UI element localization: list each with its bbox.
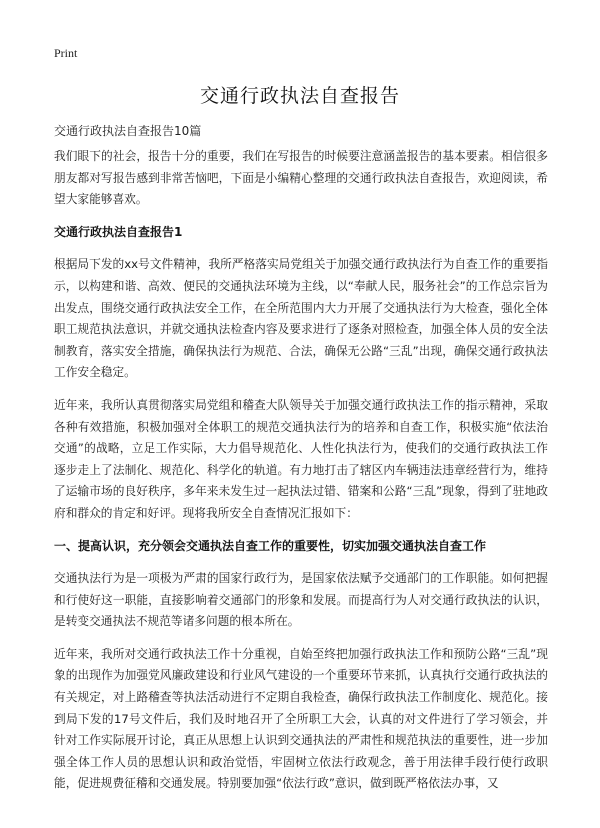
- body-paragraph: 根据局下发的xx号文件精神，我所严格落实局党组关于加强交通行政执法行为自查工作的重要指示，以构建和谐、高效、便民的交通执法环境为主线，以“奉献人民，服务社会”的工作总宗旨为出发点，围绕交通行政执法安全工作，在全所范围内大力开展了交通执法行为大检查，强化全体职工规范执法意识，并就交通执法检查内容及要求进行了逐条对照检查，加强全体人员的安全法制教育，落实安全措施，确保执法行为规范、合法，确保无公路“三乱”出现，确保交通行政执法工作安全稳定。: [54, 257, 548, 380]
- print-link[interactable]: Print: [54, 46, 78, 60]
- intro-paragraph: 我们眼下的社会，报告十分的重要，我们在写报告的时候要注意涵盖报告的基本要素。相信很多朋友都对写报告感到非常苦恼吧，下面是小编精心整理的交通行政执法自查报告，欢迎阅读，希望大家能够喜欢。: [54, 149, 548, 207]
- page-title: 交通行政执法自查报告: [199, 85, 400, 107]
- document-body: [54, 146, 548, 806]
- body-paragraph: 交通执法行为是一项极为严肃的国家行政行为，是国家依法赋予交通部门的工作职能。如何把握和行使好这一职能，直接影响着交通部门的形象和发展。而提高行为人对交通行政执法的认识，是转变交通执法不规范等诸多问题的根本所在。: [54, 571, 548, 629]
- body-paragraph: 近年来，我所认真贯彻落实局党组和稽查大队领导关于加强交通行政执法工作的指示精神，采取各种有效措施，积极加强对全体职工的规范交通执法行为的培养和自查工作，积极实施“依法治交通”的战略，立足工作实际，大力倡导规范化、人性化执法行为，使我们的交通行政执法工作逐步走上了法制化、规范化、科学化的轨道。有力地打击了辖区内车辆违法违章经营行为，维持了运输市场的良好秩序，多年来未发生过一起执法过错、错案和公路“三乱”现象，得到了驻地政府和群众的肯定和好评。现将我所安全自查情况汇报如下：: [54, 397, 548, 520]
- section-heading: 一、提高认识，充分领会交通执法自查工作的重要性，切实加强交通执法自查工作: [54, 538, 487, 553]
- body-paragraph: 近年来，我所对交通行政执法工作十分重视，自始至终把加强行政执法工作和预防公路“三乱”现象的出现作为加强党风廉政建设和行业风气建设的一个重要环节来抓，认真执行交通行政执法的有关规定，对上路稽查等执法活动进行不定期自我检查，确保行政执法工作制度化、规范化。接到局下发的17号文件后，我们及时地召开了全所职工大会，认真的对文件进行了学习领会，并针对工作实际展开讨论，真正从思想上认识到交通执法的严肃性和规范执法的重要性，进一步加强全体工作人员的思想认识和政治觉悟，牢固树立依法行政观念，善于用法律手段行使行政职能，促进规费征稽和交通发展。特别要加强“依法行政”意识，做到既严格依法办事，又: [54, 646, 548, 791]
- page-subtitle: 交通行政执法自查报告10篇: [54, 124, 202, 138]
- section-heading: 交通行政执法自查报告1: [54, 224, 183, 239]
